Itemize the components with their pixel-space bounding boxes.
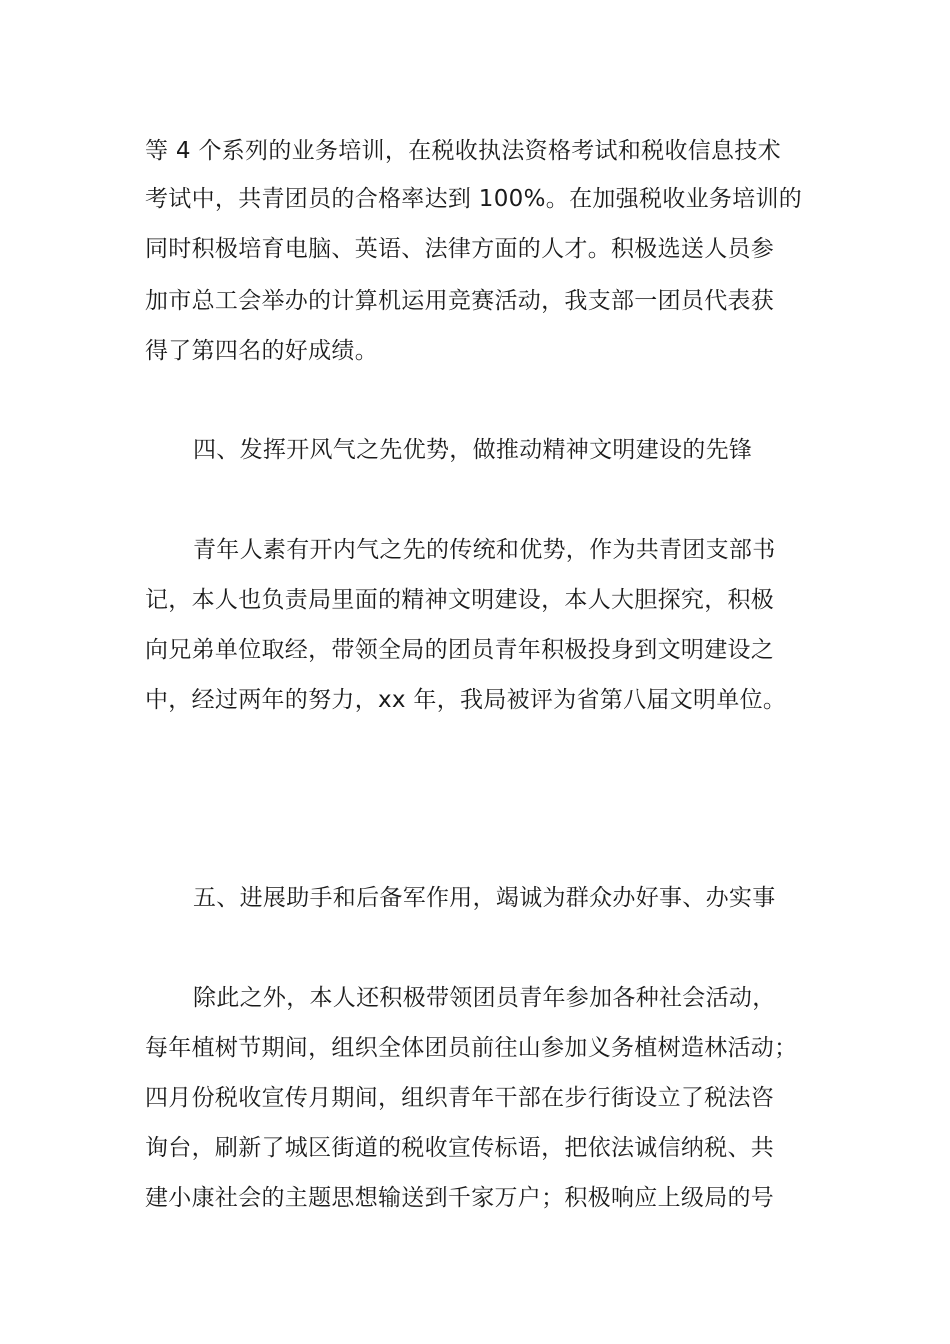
section-heading-4: 四、发挥开风气之先优势，做推动精神文明建设的先锋 bbox=[193, 437, 753, 463]
paragraph-3-line-4: 询台，刷新了城区街道的税收宣传标语，把依法诚信纳税、共 bbox=[145, 1135, 775, 1161]
paragraph-1-line-2: 考试中，共青团员的合格率达到 100%。在加强税收业务培训的 bbox=[145, 186, 803, 212]
paragraph-2-line-3: 向兄弟单位取经，带领全局的团员青年积极投身到文明建设之 bbox=[145, 637, 775, 663]
paragraph-2-line-4: 中，经过两年的努力，xx 年，我局被评为省第八届文明单位。 bbox=[145, 687, 787, 713]
paragraph-1-line-1: 等 4 个系列的业务培训，在税收执法资格考试和税收信息技术 bbox=[145, 138, 781, 164]
paragraph-3-line-2: 每年植树节期间，组织全体团员前往山参加义务植树造林活动； bbox=[145, 1035, 798, 1061]
paragraph-1-line-4: 加市总工会举办的计算机运用竞赛活动，我支部一团员代表获 bbox=[145, 288, 775, 314]
paragraph-3-line-5: 建小康社会的主题思想输送到千家万户；积极响应上级局的号 bbox=[145, 1185, 775, 1211]
paragraph-1-line-5: 得了第四名的好成绩。 bbox=[145, 338, 378, 364]
paragraph-2-line-1: 青年人素有开内气之先的传统和优势，作为共青团支部书 bbox=[193, 537, 776, 563]
paragraph-2-line-2: 记，本人也负责局里面的精神文明建设，本人大胆探究，积极 bbox=[145, 587, 775, 613]
paragraph-1-line-3: 同时积极培育电脑、英语、法律方面的人才。积极选送人员参 bbox=[145, 236, 775, 262]
section-heading-5: 五、进展助手和后备军作用，竭诚为群众办好事、办实事 bbox=[193, 885, 776, 911]
paragraph-3-line-3: 四月份税收宣传月期间，组织青年干部在步行街设立了税法咨 bbox=[145, 1085, 775, 1111]
paragraph-3-line-1: 除此之外，本人还积极带领团员青年参加各种社会活动， bbox=[193, 985, 776, 1011]
